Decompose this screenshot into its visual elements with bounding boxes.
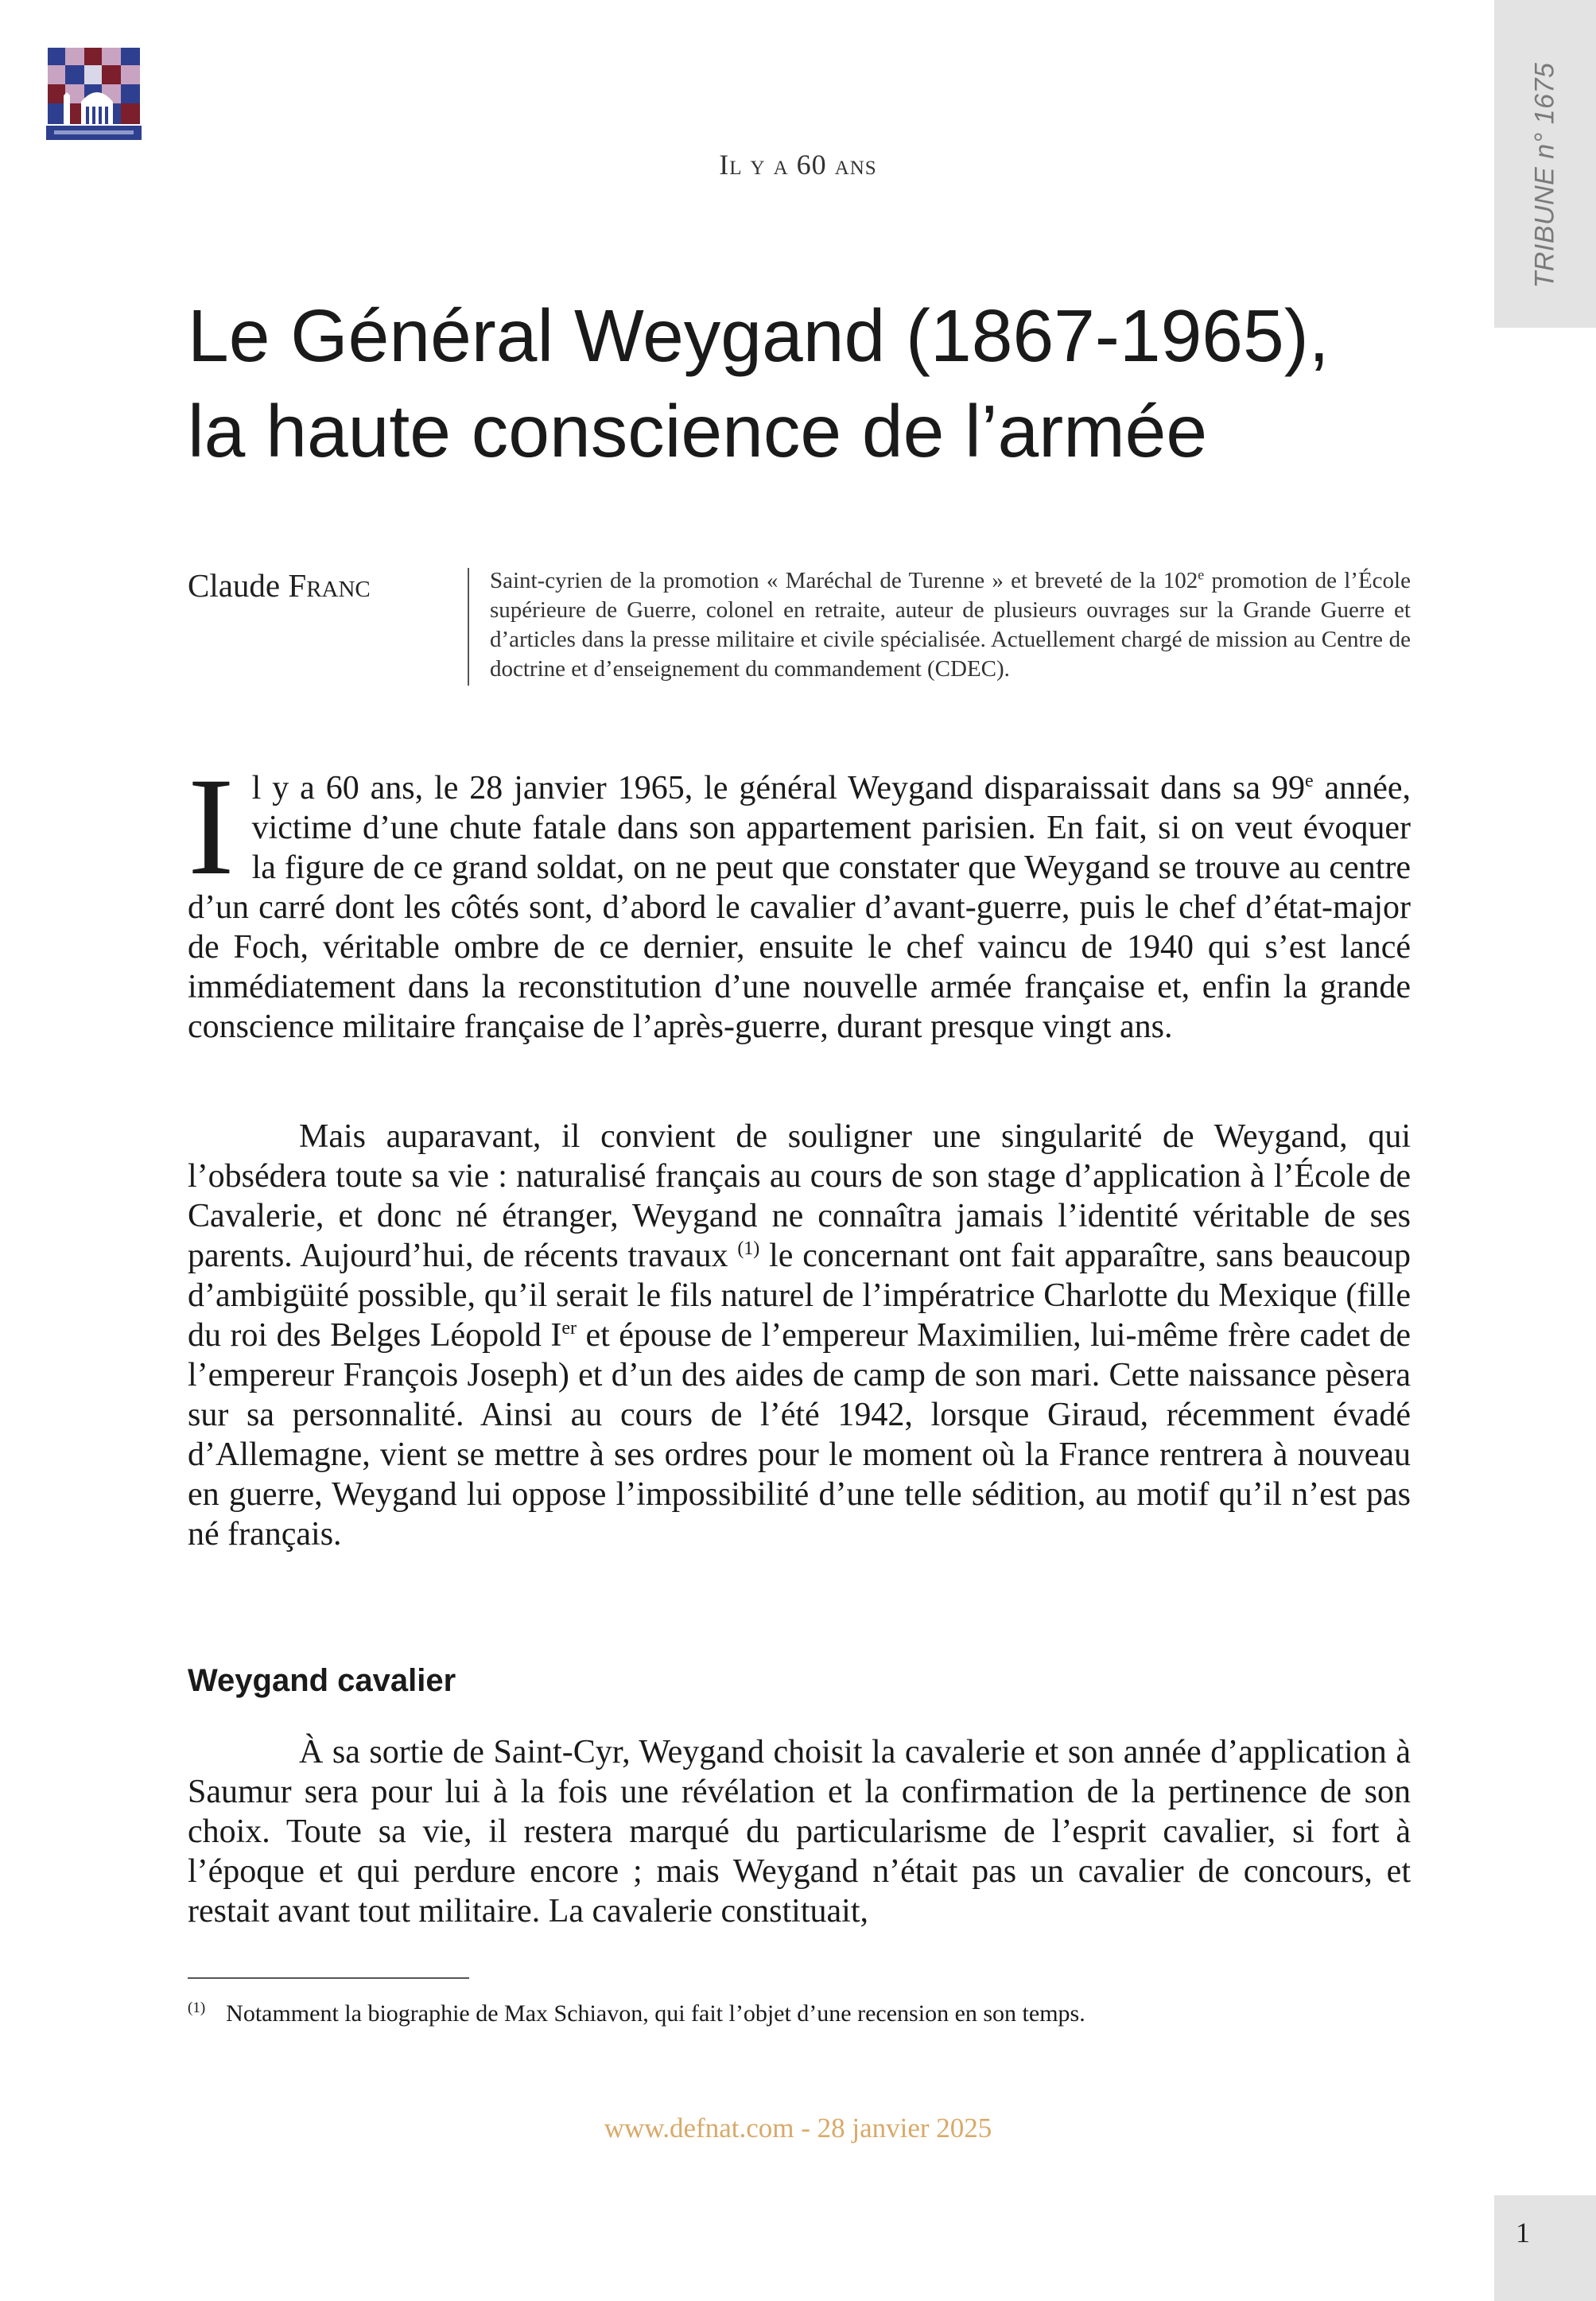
intro-sup: e — [1304, 771, 1314, 791]
page-title — [188, 288, 1492, 479]
institution-logo-icon — [46, 46, 142, 140]
footnote — [188, 1993, 1411, 2029]
footnote-mark: (1) — [188, 2000, 206, 2016]
section-heading: Weygand cavalier — [188, 1663, 456, 1698]
title-line-1: Le Général Weygand (1867-1965), — [188, 294, 1330, 377]
p2-text-2: le concernant ont fait apparaître, sans beaucoup d’ambigüité possible, qu’il serait le fils naturel de l’impératrice Charlotte du Mexique (fille du roi des Belges Léopold I — [188, 1238, 1411, 1354]
tribune-label-text: TRIBUNE n° 1675 — [1529, 62, 1560, 288]
author-first-name: Claude — [188, 567, 281, 604]
title-line-2: la haute conscience de l’armée — [188, 390, 1208, 472]
kicker — [0, 148, 1596, 181]
footnote-text: Notamment la biographie de Max Schiavon, qui fait l’objet d’une recension en son temps. — [226, 2000, 1085, 2027]
bio-text-2: promotion de l’École supérieure de Guerre, colonel en retraite, auteur de plusieurs ouvrages sur la Grande Guerre et d’articles dans la presse militaire et civile spécialisée. Actuellement chargé de mission au Centre de doctrine et d’enseignement du commandement (CDEC). — [490, 568, 1411, 682]
bio-sup: e — [1198, 566, 1205, 583]
intro-paragraph — [188, 749, 1411, 1047]
footnote-divider — [188, 1977, 469, 1979]
drop-cap: I — [188, 749, 235, 904]
p2-text-3: et épouse de l’empereur Maximilien, lui-même frère cadet de l’empereur François Joseph) et d’un des aides de camp de son mari. Cette naissance pèsera sur sa personnalité. Ainsi au cours de l’été 1942, lorsque Giraud, récemment évadé d’Allemagne, vient se mettre à ses ordres pour le moment où la France rentrera à nouveau en guerre, Weygand lui oppose l’impossibilité d’une telle sédition, au motif qu’il n’est pas né français. — [188, 1317, 1411, 1553]
intro-text-1: l y a 60 ans, le 28 janvier 1965, le général Weygand disparaissait dans sa 99 — [251, 770, 1305, 807]
intro-text-2: année, victime d’une chute fatale dans son appartement parisien. En fait, si on veut évoquer la figure de ce grand soldat, on ne peut que constater que Weygand se trouve au centre d’un carré dont les côtés sont, d’abord le cavalier d’avant-guerre, puis le chef d’état-major de Foch, véritable ombre de ce dernier, ensuite le chef vaincu de 1940 qui s’est lancé immédiatement dans la reconstitution d’une nouvelle armée française et, enfin la grande conscience militaire française de l’après-guerre, durant presque vingt ans. — [188, 770, 1411, 1045]
body-paragraph-2 — [188, 1117, 1411, 1554]
author-last-name: Franc — [288, 567, 371, 604]
p2-text-1: Mais auparavant, il convient de souligner une singularité de Weygand, qui l’obsédera toute sa vie : naturalisé français au cours de son stage d’application à l’École de Cavalerie, et donc né étranger, Weygand ne connaîtra jamais l’identité véritable de ses parents. Aujourd’hui, de récents travaux — [188, 1118, 1411, 1274]
footnote-ref[interactable]: (1) — [737, 1238, 760, 1259]
page-number: 1 — [1516, 2217, 1530, 2249]
body-paragraph-3: À sa sortie de Saint-Cyr, Weygand choisit la cavalerie et son année d’application à Saumur sera pour lui à la fois une révélation et la confirmation de la pertinence de son choix. Toute sa vie, il restera marqué du particularisme de l’esprit cavalier, si fort à l’époque et qui perdure encore ; mais Weygand n’était pas un cavalier de concours, et restait avant tout militaire. La cavalerie constituait, — [188, 1734, 1411, 1930]
author-bio — [490, 566, 1411, 684]
page-number-tab — [1494, 2195, 1596, 2301]
p2-sup: er — [561, 1318, 577, 1339]
kicker-text: Il y a 60 ans — [719, 149, 877, 181]
author-name — [188, 566, 371, 604]
bio-text-1: Saint-cyrien de la promotion « Maréchal de Turenne » et breveté de la 102 — [490, 568, 1198, 593]
bio-divider — [468, 568, 469, 686]
footer-url-date[interactable]: www.defnat.com - 28 janvier 2025 — [604, 2112, 992, 2144]
